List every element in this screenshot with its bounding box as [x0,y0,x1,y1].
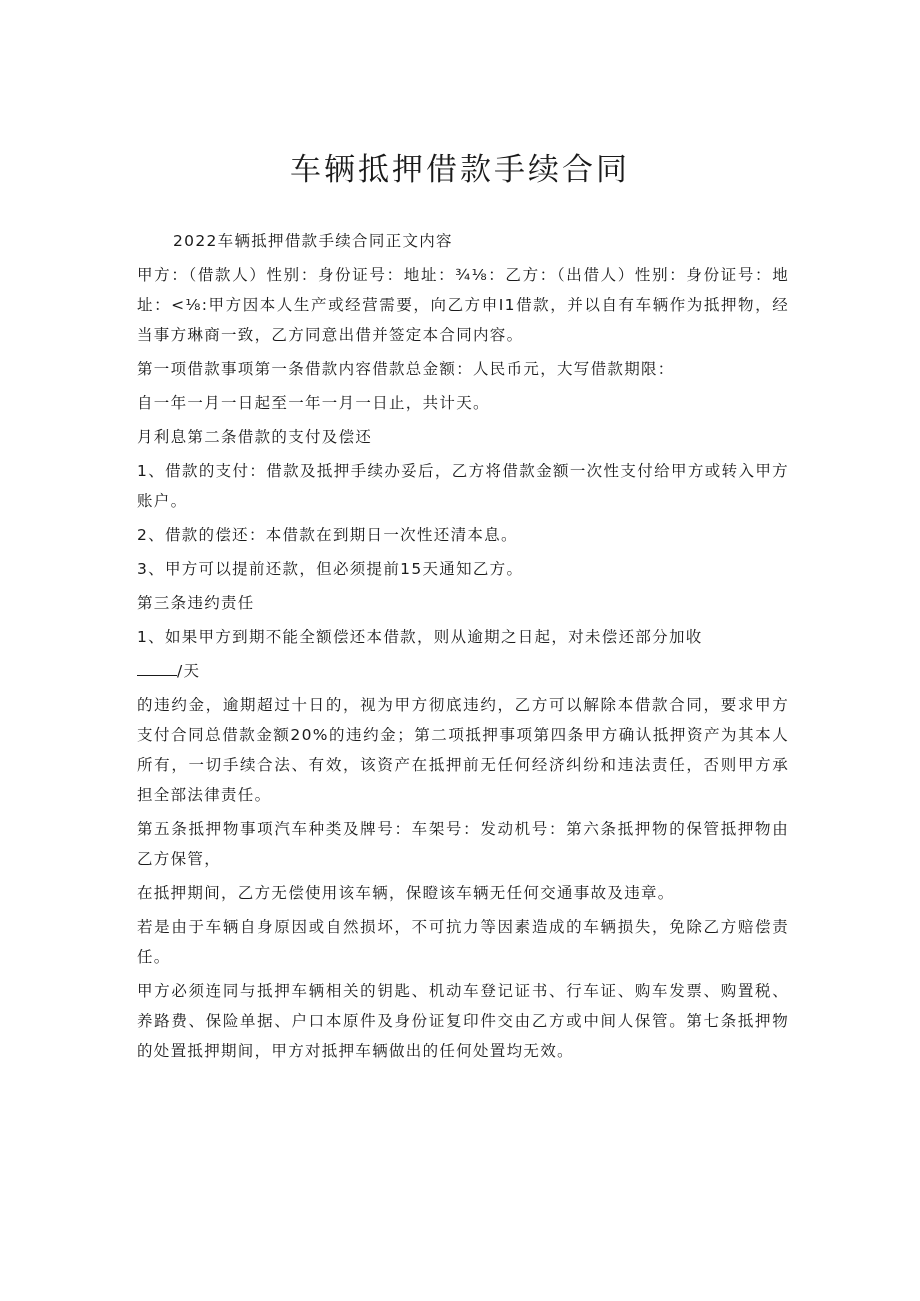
paragraph-liability-1: 1、如果甲方到期不能全额偿还本借款，则从逾期之日起，对未偿还部分加收 [137,628,703,646]
fill-in-blank-line [137,656,789,686]
paragraph-use: 在抵押期间，乙方无偿使用该车辆，保瞪该车辆无任何交通事故及违章。 [137,884,675,902]
blank-suffix: /天 [177,662,201,680]
paragraph-penalty: 的违约金，逾期超过十日的，视为甲方彻底违约，乙方可以解除本借款合同，要求甲方支付合同总借款金额20%的违约金；第二项抵押事项第四条甲方确认抵押资产为其本人所有，一切手续合法、有效，该资产在抵押前无任何经济纠纷和违法责任，否则甲方承担全部法律责任。 [137,696,789,804]
paragraph-collateral: 第五条抵押物事项汽车种类及牌号：车架号：发动机号：第六条抵押物的保管抵押物由乙方保管， [137,820,789,868]
paragraph-custody: 甲方必须连同与抵押车辆相关的钥匙、机动车登记证书、行车证、购车发票、购置税、养路费、保险单据、户口本原件及身份证复印件交由乙方或中间人保管。第七条抵押物的处置抵押期间，甲方对抵押车辆做出的任何处置均无效。 [137,982,789,1060]
fill-in-blank [137,661,177,676]
paragraph-damage: 若是由于车辆自身原因或自然损坏，不可抗力等因素造成的车辆损失，免除乙方赔偿责任。 [137,918,789,966]
paragraph-payment-3: 3、甲方可以提前还款，但必须提前15天通知乙方。 [137,560,524,578]
paragraph-liability-heading: 第三条违约责任 [137,594,255,612]
paragraph-payment-1: 1、借款的支付：借款及抵押手续办妥后，乙方将借款金额一次性支付给甲方或转入甲方账户。 [137,462,789,510]
paragraph-payment-2: 2、借款的偿还：本借款在到期日一次性还清本息。 [137,526,518,544]
document-title: 车辆抵押借款手续合同 [290,152,630,188]
paragraph-payment-heading: 月利息第二条借款的支付及偿还 [137,428,373,446]
paragraph-parties: 甲方：（借款人）性别：身份证号：地址：¾⅛：乙方：（出借人）性别：身份证号：地址：<⅛:甲方因本人生产或经营需要，向乙方申I1借款，并以自有车辆作为抵押物，经当事方琳商一致，乙方同意出借并签定本合同内容。 [137,266,789,344]
document-subtitle: 2022车辆抵押借款手续合同正文内容 [173,232,453,250]
paragraph-loan-period: 自一年一月一日起至一年一月一日止，共计天。 [137,394,490,412]
paragraph-loan-item: 第一项借款事项第一条借款内容借款总金额：人民币元，大写借款期限： [137,360,675,378]
document-body [137,226,789,1070]
